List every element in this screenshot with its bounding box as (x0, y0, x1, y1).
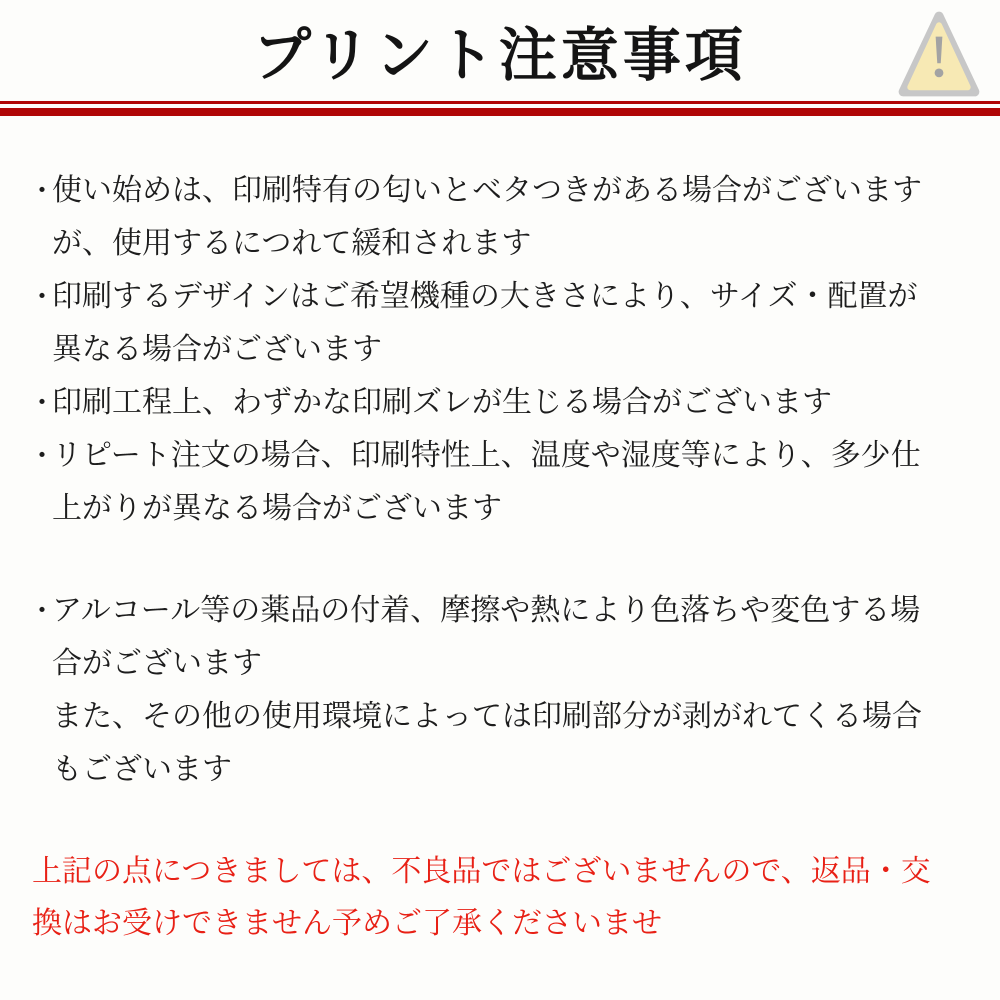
notice-text: リピート注文の場合、印刷特性上、温度や湿度等により、多少仕 (52, 439, 921, 472)
notice-item (52, 690, 970, 796)
notice-item (28, 584, 970, 690)
notice-line (28, 584, 970, 637)
bullet-dot-icon: ・ (28, 175, 57, 206)
notice-text: 合がございます (52, 647, 262, 680)
notice-line (28, 270, 970, 323)
notice-text: 使い始めは、印刷特有の匂いとベタつきがある場合がございます (52, 174, 922, 207)
notice-text: アルコール等の薬品の付着、摩擦や熱により色落ちや変色する場 (52, 594, 921, 627)
notice-line (28, 164, 970, 217)
header (0, 0, 1000, 116)
return-policy-note (32, 846, 970, 950)
notice-text: 上がりが異なる場合がございます (52, 492, 502, 525)
notice-text: また、その他の使用環境によっては印刷部分が剥がれてくる場合 (52, 700, 922, 733)
divider-thin-line (0, 101, 1000, 104)
notice-line (52, 217, 970, 270)
warning-triangle-icon (896, 8, 982, 100)
notice-list (0, 116, 1000, 796)
notice-text: が、使用するにつれて緩和されます (52, 227, 532, 260)
notice-line (52, 482, 970, 535)
bullet-dot-icon: ・ (28, 595, 57, 626)
notice-text: 印刷するデザインはご希望機種の大きさにより、サイズ・配置が (52, 280, 918, 313)
notice-item (28, 270, 970, 376)
notice-text: 印刷工程上、わずかな印刷ズレが生じる場合がございます (52, 386, 832, 419)
notice-line (28, 429, 970, 482)
note-line: 換はお受けできません予めご了承くださいませ (32, 907, 662, 940)
bullet-dot-icon: ・ (28, 281, 57, 312)
notice-text: もございます (52, 753, 232, 786)
exclamation-dot (935, 69, 944, 78)
divider-thick-line (0, 108, 1000, 116)
notice-line (52, 637, 970, 690)
notice-item (28, 429, 970, 535)
notice-item (28, 164, 970, 270)
page-title: プリント注意事項 (253, 23, 747, 88)
notice-line (28, 376, 970, 429)
bullet-dot-icon: ・ (28, 387, 57, 418)
notice-line (52, 690, 970, 743)
note-line: 上記の点につきましては、不良品ではございませんので、返品・交 (32, 855, 931, 888)
notice-line (52, 743, 970, 796)
notice-text: 異なる場合がございます (52, 333, 382, 366)
notice-item (28, 376, 970, 429)
notice-line (52, 323, 970, 376)
bullet-dot-icon: ・ (28, 440, 57, 471)
